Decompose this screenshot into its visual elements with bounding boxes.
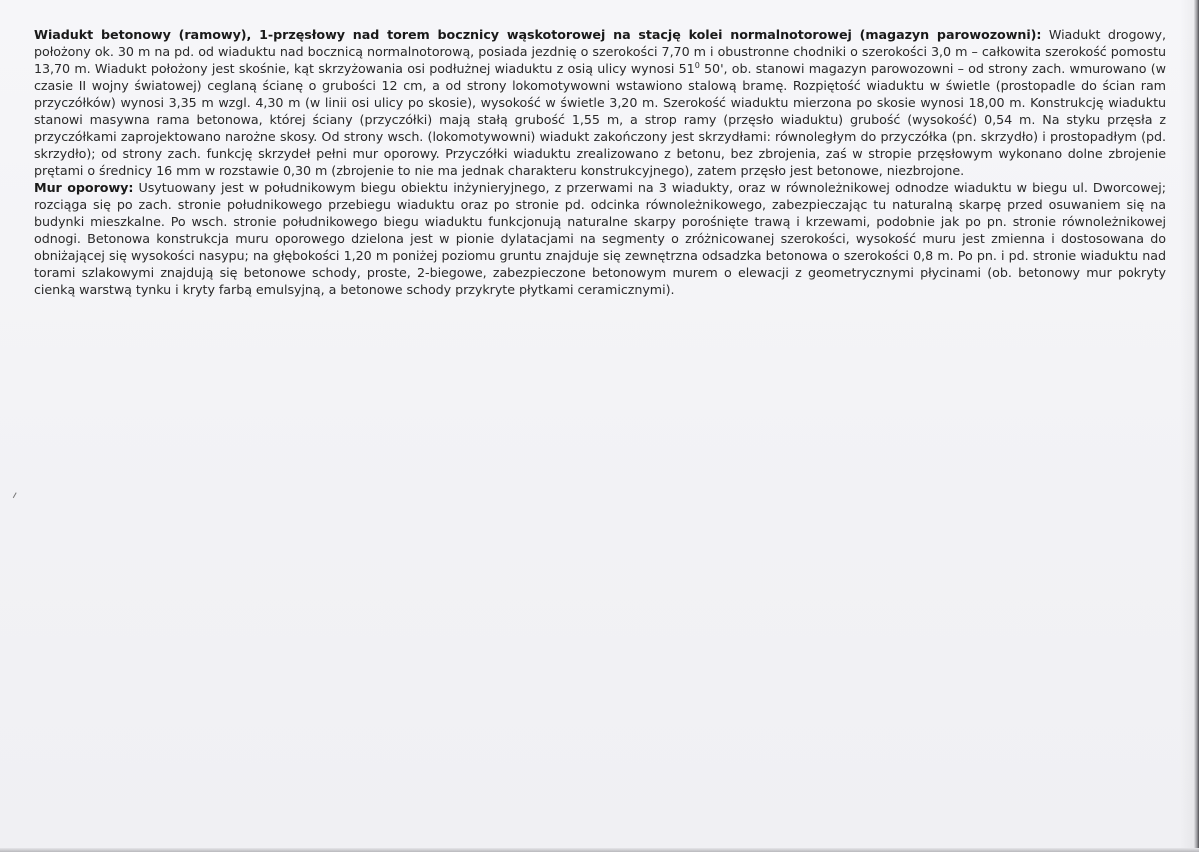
scan-mark (13, 492, 19, 499)
paragraph-viaduct-text-1: Wiadukt drogowy, położony ok. 30 m na pd. od wiaduktu nad bocznicą normalnotorową, posiada jezdnię o szerokości 7,70 m i obustronne chodniki o szerokości 3,0 m – całkowita szerokość pomostu 13,70 m. Wiadukt położony jest skośnie, kąt skrzyżowania osi podłużnej wiaduktu z osią ulicy wynosi 51 (34, 27, 1166, 76)
page-bottom-edge (0, 848, 1199, 852)
paragraph-retaining-wall (34, 179, 1166, 298)
document-text (34, 26, 1166, 298)
heading-retaining-wall: Mur oporowy: (34, 180, 134, 195)
paragraph-viaduct (34, 26, 1166, 179)
heading-viaduct: Wiadukt betonowy (ramowy), 1-przęsłowy nad torem bocznicy wąskotorowej na stację kolei normalnotorowej (magazyn parowozowni): (34, 27, 1042, 42)
paragraph-retaining-wall-text: Usytuowany jest w południkowym biegu obiektu inżynieryjnego, z przerwami na 3 wiadukty, oraz w równoleżnikowej odnodze wiaduktu w biegu ul. Dworcowej; rozciąga się po zach. stronie południkowego przebiegu wiaduktu oraz po stronie pd. odcinka równoleżnikowego, zabezpieczając tu naturalną skarpę przed osuwaniem się na budynki mieszkalne. Po wsch. stronie południkowego biegu wiaduktu funkcjonują naturalne skarpy porośnięte trawą i krzewami, podobnie jak po pn. stronie równoleżnikowej odnogi. Betonowa konstrukcja muru oporowego dzielona jest w pionie dylatacjami na segmenty o zróżnicowanej szerokości, wysokość muru jest zmienna i dostosowana do obniżającej się wysokości nasypu; na głębokości 1,20 m poniżej poziomu gruntu znajduje się zewnętrzna odsadzka betonowa o szerokości 0,8 m. Po pn. i pd. stronie wiaduktu nad torami szlakowymi znajdują się betonowe schody, proste, 2-biegowe, zabezpieczone betonowym murem o elewacji z geometrycznymi płycinami (ob. betonowy mur pokryty cienką warstwą tynku i kryty farbą emulsyjną, a betonowe schody przykryte płytkami ceramicznymi). (34, 180, 1166, 297)
page-edge-shadow (1180, 0, 1194, 852)
degree-superscript: 0 (694, 61, 700, 70)
page-right-edge (1194, 0, 1199, 852)
paragraph-viaduct-text-2: 50', ob. stanowi magazyn parowozowni – od strony zach. wmurowano (w czasie II wojny światowej) ceglaną ścianę o grubości 12 cm, a od strony lokomotywowni wstawiono stalową bramę. Rozpiętość wiaduktu w świetle (prostopadle do ścian ram przyczółków) wynosi 3,35 m wzgl. 4,30 m (w linii osi ulicy po skosie), wysokość w świetle 3,20 m. Szerokość wiaduktu mierzona po skosie wynosi 18,00 m. Konstrukcję wiaduktu stanowi masywna rama betonowa, której ściany (przyczółki) mają stałą grubość 1,55 m, a strop ramy (przęsło wiaduktu) grubość (wysokość) 0,54 m. Na styku przęsła z przyczółkami zaprojektowano narożne skosy. Od strony wsch. (lokomotywowni) wiadukt zakończony jest skrzydłami: równoległym do przyczółka (pn. skrzydło) i prostopadłym (pd. skrzydło); od strony zach. funkcję skrzydeł pełni mur oporowy. Przyczółki wiaduktu zrealizowano z betonu, bez zbrojenia, zaś w stropie przęsłowym wykonano dolne zbrojenie prętami o średnicy 16 mm w rozstawie 0,30 m (zbrojenie to nie ma jednak charakteru konstrukcyjnego), zatem przęsło jest betonowe, niezbrojone. (34, 61, 1166, 178)
